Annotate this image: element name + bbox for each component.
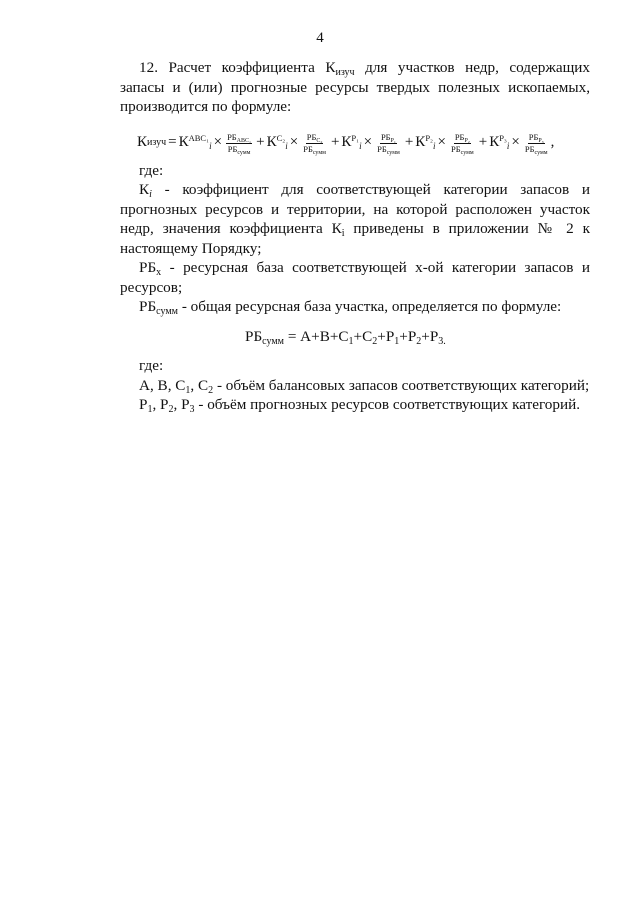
formula1-eq: =: [168, 134, 177, 151]
page-number: 4: [316, 30, 324, 46]
formula1-term-4: $К^{P_2}_i$: [415, 133, 436, 152]
times-sign: ×: [363, 134, 373, 151]
times-sign: ×: [437, 134, 446, 151]
formula1-term-1: $К^{ABC_1}_i$: [178, 133, 212, 152]
definition-rbx: $РБ_х$ - ресурсная база соответствующей х-ой категории запасов и ресурсов;: [120, 259, 590, 296]
fraction-2: $\frac{РБ_{C_2}}{РБ_{сумм}}$: [303, 131, 326, 156]
document-body: [120, 58, 590, 415]
fraction-3: $\frac{РБ_{P_1}}{РБ_{сумм}}$: [377, 131, 400, 156]
formula1-lhs: К: [137, 134, 148, 151]
formula1-term-5: $К^{P_3}_i$: [489, 133, 510, 152]
formula1-end: ,: [550, 134, 555, 151]
definition-rbsumm: $РБ_{сумм}$ - общая ресурсная база участка, определяется по формуле:: [139, 298, 562, 317]
p12-intro-sub: изуч: [335, 67, 355, 78]
p12-rest: и (или) прогнозные ресурсы твердых полезных ископаемых, производится по формуле:: [120, 78, 591, 115]
definition-p: $P_1$, $P_2$, $P_3$ - объём прогнозных ресурсов соответствующих категорий.: [139, 396, 581, 415]
p12-rest-line1: для участков недр, содержащих запасы: [120, 59, 590, 96]
p12-intro: 12. Расчет коэффициента К: [139, 59, 336, 76]
plus-sign: +: [478, 134, 488, 151]
plus-sign: +: [404, 134, 414, 151]
formula-rb-summ: $РБ_{сумм} = A+B+C_1+C_2+P_1+P_2+P_{3.}$: [245, 327, 446, 347]
definition-ki: $К_i$ - коэффициент для соответствующей категории запасов и прогнозных ресурсов и территории, на которой расположен участок недр, значения коэффициента $К_i$ приведены в приложении № 2 к настоящему Порядку;: [120, 181, 590, 257]
formula-k-izuch: К изуч = $К^{ABC_1}_i$ × $\frac{РБ_{ABC_1}}{РБ_{сумм}}$ + $К^{C_2}_i$ × $\frac{РБ_{C_2}}{РБ_{сумм}}$ + $К^{P_1}_i$ × $\frac{РБ_{P_1}}{РБ_{сумм}}$ + $К^{P_2}_i$ × $\frac{РБ_{P_2}}{РБ_{сумм}}$ + $К^{P_3}_i$ × $\frac{РБ_{P_3}}{РБ_{сумм}}$ ,: [137, 131, 555, 156]
plus-sign: +: [256, 134, 265, 151]
fraction-1: $\frac{РБ_{ABC_1}}{РБ_{сумм}}$: [227, 131, 252, 156]
fraction-5: $\frac{РБ_{P_3}}{РБ_{сумм}}$: [524, 131, 548, 156]
definition-abc: A, B, $C_1$, $C_2$ - объём балансовых запасов соответствующих категорий;: [139, 376, 590, 396]
formula1-term-3: $К^{P_1}_i$: [341, 133, 362, 152]
plus-sign: +: [330, 134, 340, 151]
paragraph-12: [120, 58, 590, 117]
times-sign: ×: [511, 134, 520, 151]
times-sign: ×: [213, 134, 223, 151]
fraction-4: $\frac{РБ_{P_2}}{РБ_{сумм}}$: [451, 131, 474, 156]
formula1-term-2: $К^{C_2}_i$: [266, 133, 288, 152]
times-sign: ×: [289, 134, 299, 151]
where-label-1: где:: [139, 161, 164, 179]
where-label-2: где:: [139, 357, 164, 374]
